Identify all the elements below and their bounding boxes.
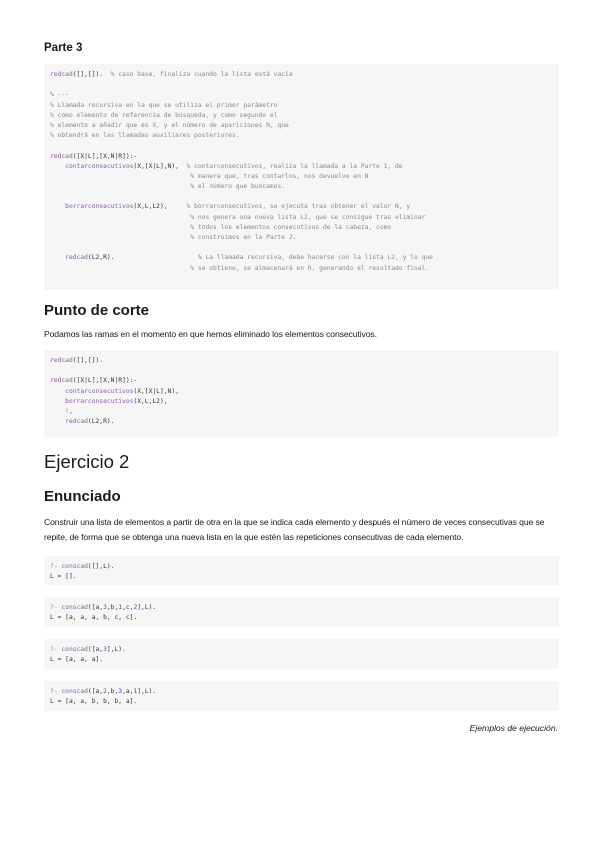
code-token: ,b, bbox=[106, 688, 119, 695]
code-token: 3 bbox=[103, 604, 107, 611]
code-token bbox=[50, 254, 65, 261]
code-token: redcad bbox=[65, 254, 88, 262]
code-token: ,c, bbox=[122, 604, 134, 611]
code-line bbox=[50, 562, 553, 572]
code-token: ,a, bbox=[122, 688, 134, 695]
code-token: contarconsecutivos bbox=[65, 162, 134, 170]
section-heading-parte3: Parte 3 bbox=[44, 42, 83, 54]
code-token: 3 bbox=[118, 688, 123, 695]
code-token: conscad bbox=[61, 688, 88, 695]
code-line bbox=[50, 356, 553, 366]
code-block-example-1[interactable] bbox=[44, 556, 559, 585]
code-token bbox=[50, 388, 65, 395]
code-line bbox=[50, 141, 553, 151]
code-token: , bbox=[68, 407, 73, 415]
code-line bbox=[50, 80, 553, 90]
code-token: % manera que, tras contarlos, nos devuelve en N bbox=[190, 172, 369, 180]
code-token: contarconsecutivos bbox=[65, 387, 134, 395]
code-token bbox=[50, 408, 65, 415]
code-line bbox=[50, 111, 553, 121]
code-line bbox=[50, 202, 553, 212]
code-line bbox=[50, 162, 553, 172]
code-token: redcad bbox=[50, 357, 73, 364]
code-token: (L2,R). bbox=[87, 418, 115, 426]
code-token: (X,L,L2), bbox=[133, 203, 187, 211]
code-token: ([a, bbox=[87, 604, 104, 611]
code-token: (X,L,L2), bbox=[133, 397, 168, 405]
code-token bbox=[50, 203, 65, 210]
code-line bbox=[50, 70, 553, 80]
code-line bbox=[50, 172, 553, 182]
code-line bbox=[50, 366, 553, 376]
code-token: ([],[]). bbox=[72, 71, 111, 78]
code-token: ],L). bbox=[137, 688, 157, 695]
code-token: borrarconsecutivos bbox=[65, 397, 134, 405]
code-token bbox=[50, 418, 65, 425]
code-line bbox=[50, 192, 553, 202]
caption-ejemplos: Ejemplos de ejecución. bbox=[469, 723, 558, 733]
code-token: % nos genera una nueva lista L2, que se consigue tras eliminar bbox=[190, 213, 426, 221]
code-token bbox=[50, 234, 190, 241]
section-heading-enunciado: Enunciado bbox=[44, 488, 121, 505]
code-token: conscad bbox=[61, 563, 88, 570]
code-token: ?- bbox=[50, 688, 62, 695]
code-line bbox=[50, 417, 553, 427]
code-block-example-2[interactable] bbox=[44, 597, 559, 627]
code-token: 2 bbox=[133, 604, 138, 611]
code-token: 1 bbox=[133, 688, 138, 695]
paragraph-enunciado: Construir una lista de elementos a partir de otra en la que se indica cada elemento y después el número de veces consecutivas que se repite, de forma que se obtenga una nueva lista en la que estén las repeticiones consecutivas de cada elemento. bbox=[44, 517, 545, 542]
code-token: ([a, bbox=[87, 688, 104, 695]
code-line bbox=[50, 697, 553, 707]
code-line bbox=[50, 645, 553, 655]
code-token: L = []. bbox=[50, 573, 77, 581]
code-line bbox=[50, 387, 553, 397]
code-token: 3 bbox=[103, 646, 107, 653]
code-line bbox=[50, 213, 553, 223]
code-token: ,b, bbox=[106, 604, 119, 611]
code-token: (X,[X|L],N), bbox=[133, 162, 187, 170]
code-line bbox=[50, 407, 553, 417]
section-heading-punto-corte: Punto de corte bbox=[44, 302, 150, 319]
code-token: L = [a, a, b, b, b, a]. bbox=[50, 698, 138, 706]
code-token bbox=[50, 265, 190, 272]
code-line bbox=[50, 655, 553, 665]
code-line bbox=[50, 131, 553, 141]
code-token: 2 bbox=[103, 688, 107, 695]
code-token bbox=[50, 224, 190, 231]
code-token: % se obtiene, se almacenará en R, generando el resultado final. bbox=[190, 264, 430, 272]
code-token bbox=[50, 214, 190, 221]
code-token: % borrarconsecutivos, se ejecuta tras obtener el valor N, y bbox=[186, 203, 411, 211]
code-block-example-3[interactable] bbox=[44, 639, 559, 669]
code-token: ([X|L],[X,N|R]):- bbox=[72, 377, 138, 385]
code-token: L = [a, a, a, b, c, c]. bbox=[50, 614, 138, 622]
code-token bbox=[50, 163, 65, 170]
code-token: redcad bbox=[50, 71, 73, 78]
code-line bbox=[50, 121, 553, 131]
code-token: redcad bbox=[50, 377, 73, 385]
code-token: ],L). bbox=[106, 646, 126, 653]
code-token: (L2,R). bbox=[87, 254, 198, 262]
code-token: ([],[]). bbox=[72, 357, 104, 364]
code-token: % La llamada recursiva, debe hacerse con la lista L2, y lo que bbox=[197, 254, 433, 262]
code-line bbox=[50, 376, 553, 386]
code-token bbox=[50, 173, 190, 180]
code-token: ([X|L],[X,N|R]):- bbox=[72, 152, 138, 160]
code-token: % --- bbox=[50, 91, 69, 99]
code-line bbox=[50, 397, 553, 407]
code-token bbox=[50, 398, 65, 405]
code-line bbox=[50, 572, 553, 582]
code-token: conscad bbox=[61, 646, 88, 653]
chapter-heading-ejercicio2: Ejercicio 2 bbox=[44, 451, 130, 472]
paragraph-punto-corte: Podamos las ramas en el momento en que hemos eliminado los elementos consecutivos. bbox=[44, 329, 377, 339]
code-token: conscad bbox=[61, 604, 88, 611]
code-token: redcad bbox=[50, 152, 73, 160]
code-line bbox=[50, 101, 553, 111]
code-token: % elemento a añadir que es X, y el número de apariciones N, que bbox=[50, 121, 289, 129]
code-line bbox=[50, 223, 553, 233]
code-line bbox=[50, 264, 553, 274]
code-line bbox=[50, 243, 553, 253]
code-line bbox=[50, 613, 553, 623]
code-token: % el número que buscamos. bbox=[190, 183, 286, 191]
code-token: borrarconsecutivos bbox=[65, 203, 134, 211]
code-token: ([],L). bbox=[87, 563, 115, 570]
code-token: ],L). bbox=[137, 604, 157, 611]
code-token: % Llamada recursiva en la que se utiliza el primer parámetro bbox=[50, 101, 278, 109]
code-line bbox=[50, 603, 553, 613]
code-token: ?- bbox=[50, 563, 62, 570]
code-token: % todos los elementos consecutivos de la cabeza, como bbox=[190, 223, 392, 231]
code-line bbox=[50, 182, 553, 192]
code-block-parte3[interactable] bbox=[44, 64, 559, 290]
code-block-punto-corte[interactable] bbox=[44, 350, 559, 437]
code-block-example-4[interactable] bbox=[44, 681, 559, 711]
code-token: % caso base, finaliza cuando la lista está vacía bbox=[110, 71, 293, 78]
code-token: % obtendrá en las llamadas auxiliares posteriores. bbox=[50, 132, 240, 140]
code-line bbox=[50, 90, 553, 100]
code-token: 1 bbox=[118, 604, 123, 611]
code-line bbox=[50, 233, 553, 243]
code-token: ?- bbox=[50, 646, 62, 653]
code-line bbox=[50, 687, 553, 697]
code-token: % contarconsecutivos, realiza la llamada a la Parte 1, de bbox=[186, 162, 403, 170]
code-token bbox=[50, 183, 190, 190]
code-line bbox=[50, 253, 553, 263]
code-line bbox=[50, 152, 553, 162]
code-token: L = [a, a, a]. bbox=[50, 656, 104, 664]
code-token: ?- bbox=[50, 604, 62, 611]
code-token: (X,[X|L],N), bbox=[133, 387, 179, 395]
code-token: % como elemento de referencia de búsqueda, y como segundo el bbox=[50, 111, 278, 119]
code-token: % construimos en la Parte 2. bbox=[190, 234, 297, 241]
code-token: ([a, bbox=[87, 646, 104, 653]
code-token: redcad bbox=[65, 418, 88, 426]
code-token: ! bbox=[65, 407, 69, 415]
